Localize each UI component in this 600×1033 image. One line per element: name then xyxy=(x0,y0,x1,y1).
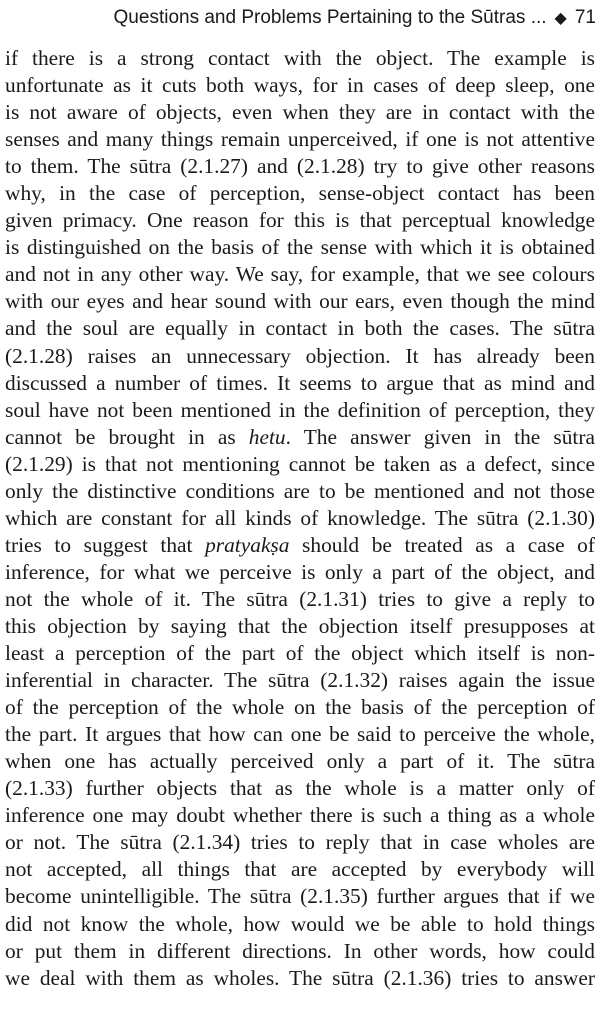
text-line xyxy=(5,343,595,370)
text-line xyxy=(5,288,595,315)
text-line xyxy=(5,613,595,640)
text-segment: if there is a strong contact with the object. The example is xyxy=(5,46,595,70)
italic-term: hetu xyxy=(248,424,286,449)
text-line xyxy=(5,126,595,153)
text-segment: inferential in character. The sūtra (2.1.32) raises again the issue xyxy=(5,668,595,693)
text-segment: (2.1.29) is that not mentioning cannot be taken as a defect, since xyxy=(5,451,595,476)
running-title: Questions and Problems Pertaining to the Sūtras ... xyxy=(113,7,547,28)
body-paragraph xyxy=(5,45,595,992)
text-segment: to them. The sūtra (2.1.27) and (2.1.28) try to give other reasons xyxy=(5,154,595,179)
text-line xyxy=(5,397,595,424)
text-segment: discussed a number of times. It seems to argue that as mind and xyxy=(5,370,595,395)
text-line xyxy=(5,883,595,910)
text-segment: (2.1.33) further objects that as the whole is a matter only of xyxy=(5,776,595,801)
text-line xyxy=(5,911,595,938)
text-line xyxy=(5,370,595,397)
text-segment: cannot be brought in as xyxy=(5,424,249,449)
text-segment: should be treated as a case of xyxy=(289,532,595,557)
text-line xyxy=(5,586,595,613)
text-line xyxy=(5,478,595,505)
italic-term: pratyakṣa xyxy=(205,532,290,557)
text-line xyxy=(5,532,595,559)
text-segment: only the distinctive conditions are to be mentioned and not those xyxy=(5,478,595,503)
text-line xyxy=(5,667,595,694)
text-segment: this objection by saying that the objection itself presupposes at xyxy=(5,613,595,638)
text-segment: least a perception of the part of the object which itself is non- xyxy=(5,641,595,666)
text-segment: the part. It argues that how can one be said to perceive the whole, xyxy=(5,722,595,747)
text-line xyxy=(5,505,595,532)
text-segment: given primacy. One reason for this is that perceptual knowledge xyxy=(5,208,595,233)
text-segment: tries to suggest that xyxy=(5,532,206,557)
text-line xyxy=(5,829,595,856)
text-segment: inference, for what we perceive is only a part of the object, and xyxy=(5,559,595,584)
text-line xyxy=(5,748,595,775)
text-line xyxy=(5,99,595,126)
page-number: 71 xyxy=(574,7,596,28)
text-segment: not the whole of it. The sūtra (2.1.31) tries to give a reply to xyxy=(5,586,595,611)
text-segment: did not know the whole, how would we be able to hold things xyxy=(5,911,595,936)
text-segment: or put them in different directions. In other words, how could xyxy=(5,938,595,963)
text-line xyxy=(5,315,595,342)
text-segment: and not in any other way. We say, for example, that we see colours xyxy=(5,262,595,287)
text-segment: we deal with them as wholes. The sūtra (2.1.36) tries to answer xyxy=(5,965,595,990)
text-line xyxy=(5,180,595,207)
text-segment: unfortunate as it cuts both ways, for in cases of deep sleep, one xyxy=(5,73,595,98)
text-line xyxy=(5,856,595,883)
text-segment: (2.1.28) raises an unnecessary objection. It has already been xyxy=(5,343,595,368)
text-segment: which are constant for all kinds of knowledge. The sūtra (2.1.30) xyxy=(5,505,595,530)
text-line xyxy=(5,424,595,451)
text-segment: is not aware of objects, even when they are in contact with the xyxy=(5,100,595,125)
text-line xyxy=(5,261,595,288)
text-line xyxy=(5,640,595,667)
text-segment: become unintelligible. The sūtra (2.1.35) further argues that if we xyxy=(5,884,595,909)
text-line xyxy=(5,72,595,99)
text-segment: is distinguished on the basis of the sense with which it is obtained xyxy=(5,235,595,260)
text-segment: or not. The sūtra (2.1.34) tries to reply that in case wholes are xyxy=(5,830,595,855)
text-line xyxy=(5,45,595,72)
diamond-ornament-icon: ◆ xyxy=(554,10,567,27)
text-segment: soul have not been mentioned in the definition of perception, they xyxy=(5,397,595,422)
text-line xyxy=(5,153,595,180)
text-segment: not accepted, all things that are accepted by everybody will xyxy=(5,857,595,882)
text-line xyxy=(5,234,595,261)
text-line xyxy=(5,694,595,721)
text-line xyxy=(5,938,595,965)
text-line xyxy=(5,559,595,586)
text-segment: senses and many things remain unperceived, if one is not attentive xyxy=(5,127,595,152)
text-segment: inference one may doubt whether there is such a thing as a whole xyxy=(5,803,595,828)
text-segment: of the perception of the whole on the basis of the perception of xyxy=(5,695,595,720)
text-line xyxy=(5,451,595,478)
text-line xyxy=(5,965,595,992)
text-segment: . The answer given in the sūtra xyxy=(285,424,595,449)
text-segment: when one has actually perceived only a part of it. The sūtra xyxy=(5,749,595,774)
text-segment: and the soul are equally in contact in both the cases. The sūtra xyxy=(5,316,595,341)
text-line xyxy=(5,721,595,748)
text-line xyxy=(5,775,595,802)
text-line xyxy=(5,802,595,829)
running-head xyxy=(114,3,596,33)
text-line xyxy=(5,207,595,234)
text-segment: with our eyes and hear sound with our ears, even though the mind xyxy=(5,289,595,314)
text-segment: why, in the case of perception, sense-object contact has been xyxy=(5,181,595,206)
